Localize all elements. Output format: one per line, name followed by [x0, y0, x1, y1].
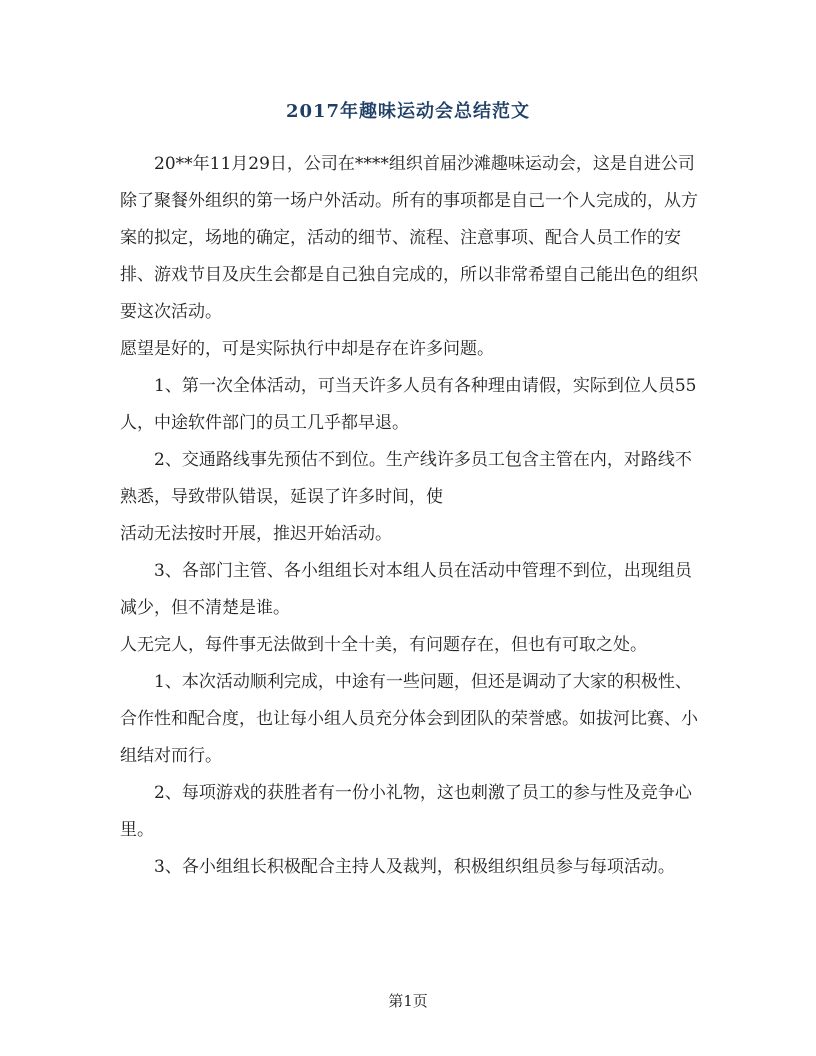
paragraph-merit-2: 2、每项游戏的获胜者有一份小礼物，这也刺激了员工的参与性及竞争心里。: [120, 783, 692, 840]
paragraph-intro: 20**年11月29日，公司在****组织首届沙滩趣味运动会，这是自进公司除了聚餐外组织的第一场户外活动。所有的事项都是自己一个人完成的，从方案的拟定，场地的确定，活动的细节、流程、注意事项、配合人员工作的安排、游戏节目及庆生会都是自己独自完成的，所以非常希望自己能出色的组织要这次活动。: [120, 154, 698, 322]
paragraph-problems-intro: 愿望是好的，可是实际执行中却是存在许多问题。: [120, 339, 494, 359]
paragraph-merit-1: 1、本次活动顺利完成，中途有一些问题，但还是调动了大家的积极性、合作性和配合度，也让每小组人员充分体会到团队的荣誉感。如拔河比赛、小组结对而行。: [120, 672, 698, 766]
paragraph-problem-2: 2、交通路线事先预估不到位。生产线许多员工包含主管在内，对路线不熟悉，导致带队错误，延误了许多时间，使: [120, 450, 692, 507]
paragraph-merit-3: 3、各小组组长积极配合主持人及裁判，积极组织组员参与每项活动。: [154, 857, 675, 877]
paragraph-problem-1: 1、第一次全体活动，可当天许多人员有各种理由请假，实际到位人员55人，中途软件部门的员工几乎都早退。: [120, 376, 697, 433]
paragraph-problem-2-cont: 活动无法按时开展，推迟开始活动。: [120, 524, 392, 544]
paragraph-merits-intro: 人无完人，每件事无法做到十全十美，有问题存在，但也有可取之处。: [120, 635, 647, 655]
paragraph-problem-3: 3、各部门主管、各小组组长对本组人员在活动中管理不到位，出现组员减少，但不清楚是谁。: [120, 561, 692, 618]
page-number: 第1页: [388, 992, 428, 1010]
document-title: 2017年趣味运动会总结范文: [285, 101, 531, 122]
document-body: [120, 146, 700, 886]
